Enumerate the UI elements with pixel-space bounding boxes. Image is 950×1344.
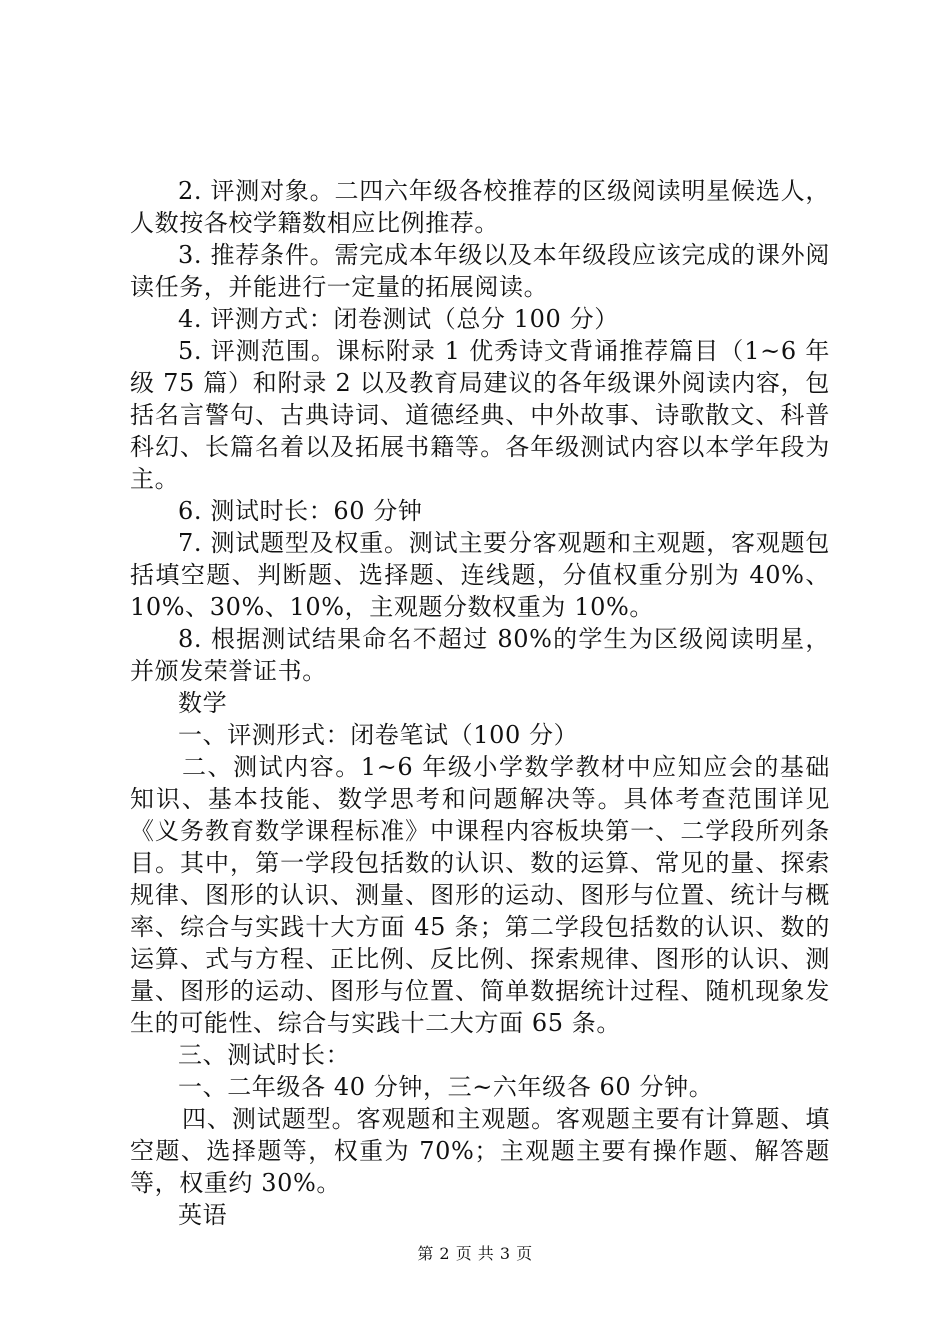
paragraph-evaluation-scope: 5. 评测范围。课标附录 1 优秀诗文背诵推荐篇目（1~6 年级 75 篇）和附录 2 以及教育局建议的各年级课外阅读内容，包括名言警句、古典诗词、道德经典、中外故事、诗歌散文、科普科幻、长篇名着以及拓展书籍等。各年级测试内容以本学年段为主。 [130, 337, 830, 493]
math-paragraph-format: 一、评测形式：闭卷笔试（100 分） [178, 721, 579, 749]
math-paragraph-duration-detail: 一、二年级各 40 分钟，三~六年级各 60 分钟。 [178, 1073, 714, 1101]
math-paragraph-content: 二、测试内容。1~6 年级小学数学教材中应知应会的基础知识、基本技能、数学思考和问题解决等。具体考查范围详见《义务教育数学课程标准》中课程内容板块第一、二学段所列条目。其中，第一学段包括数的认识、数的运算、常见的量、探索规律、图形的认识、测量、图形的运动、图形与位置、统计与概率、综合与实践十大方面 45 条；第二学段包括数的认识、数的运算、式与方程、正比例、反比例、探索规律、图形的认识、测量、图形的运动、图形与位置、简单数据统计过程、随机现象发生的可能性、综合与实践十二大方面 65 条。 [130, 753, 830, 1037]
math-paragraph-question-types: 四、测试题型。客观题和主观题。客观题主要有计算题、填空题、选择题等，权重为 70%；主观题主要有操作题、解答题等，权重约 30%。 [130, 1105, 830, 1197]
section-heading-math: 数学 [178, 689, 228, 717]
document-body [130, 175, 830, 1231]
math-paragraph-duration-title: 三、测试时长： [178, 1041, 351, 1069]
paragraph-evaluation-method: 4. 评测方式：闭卷测试（总分 100 分） [178, 305, 619, 333]
section-heading-english: 英语 [178, 1201, 228, 1229]
paragraph-evaluation-target: 2. 评测对象。二四六年级各校推荐的区级阅读明星候选人，人数按各校学籍数相应比例推荐。 [130, 177, 830, 237]
paragraph-reading-star-award: 8. 根据测试结果命名不超过 80%的学生为区级阅读明星，并颁发荣誉证书。 [130, 625, 830, 685]
page-footer: 第 2 页 共 3 页 [417, 1244, 533, 1263]
paragraph-test-duration: 6. 测试时长：60 分钟 [178, 497, 423, 525]
paragraph-question-types: 7. 测试题型及权重。测试主要分客观题和主观题，客观题包括填空题、判断题、选择题、连线题，分值权重分别为 40%、10%、30%、10%，主观题分数权重为 10%。 [130, 529, 830, 621]
paragraph-recommendation-conditions: 3. 推荐条件。需完成本年级以及本年级段应该完成的课外阅读任务，并能进行一定量的拓展阅读。 [130, 241, 830, 301]
